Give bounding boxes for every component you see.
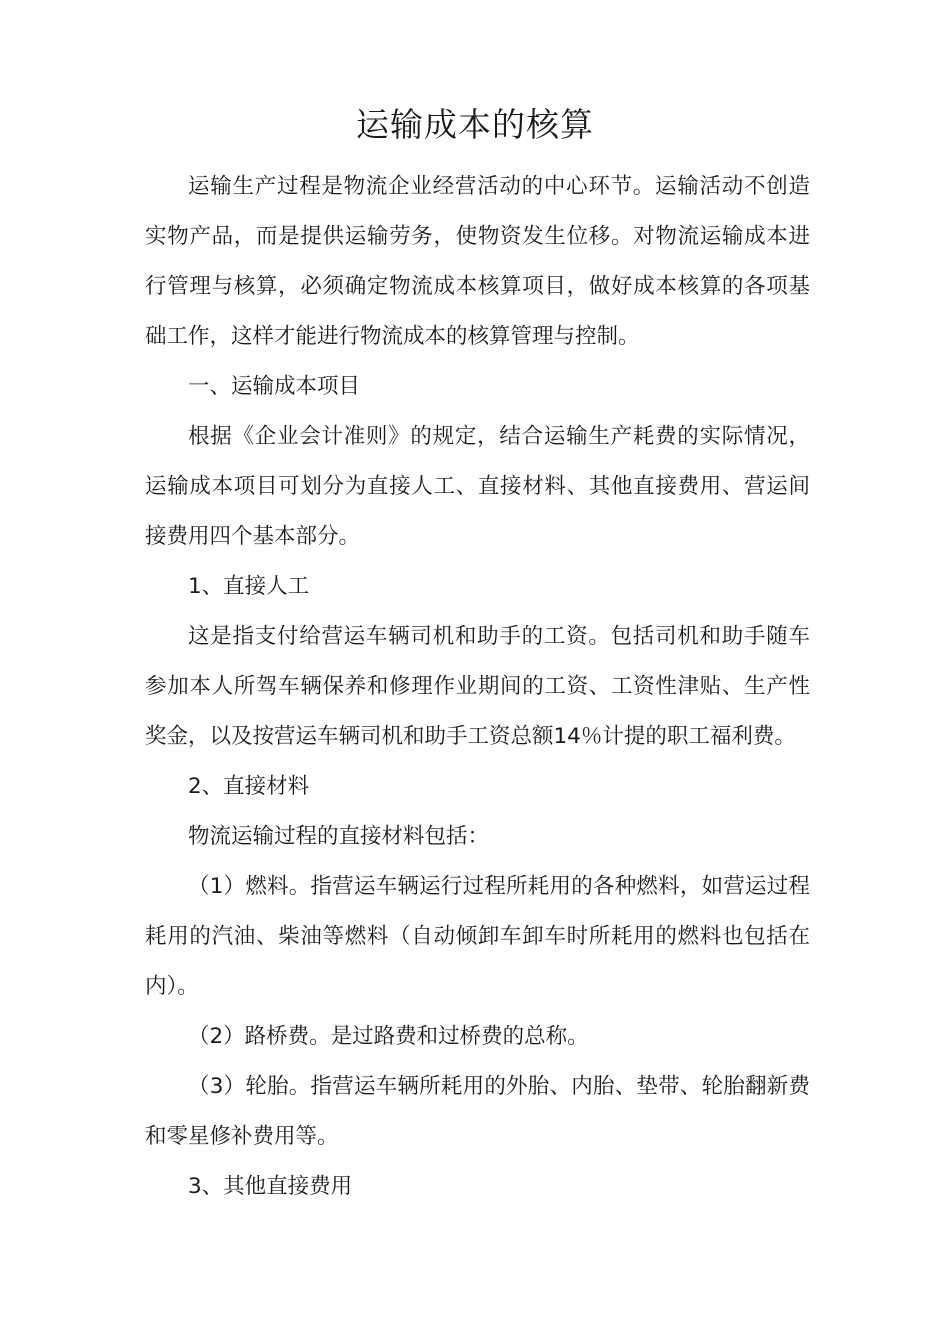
document-title: 运输成本的核算	[356, 105, 594, 144]
subheading-other-direct-costs: 3、其他直接费用	[188, 1174, 353, 1199]
subheading-direct-materials: 2、直接材料	[188, 774, 310, 799]
direct-materials-intro: 物流运输过程的直接材料包括：	[188, 824, 490, 849]
document-body	[145, 162, 810, 1212]
section-heading-cost-items: 一、运输成本项目	[188, 374, 361, 399]
direct-labor-paragraph: 这是指支付给营运车辆司机和助手的工资。包括司机和助手随车参加本人所驾车辆保养和修理作业期间的工资、工资性津贴、生产性奖金，以及按营运车辆司机和助手工资总额14％计提的职工福利费。	[145, 624, 810, 749]
item-toll-fee: （2）路桥费。是过路费和过桥费的总称。	[188, 1024, 589, 1049]
item-fuel: （1）燃料。指营运车辆运行过程所耗用的各种燃料，如营运过程耗用的汽油、柴油等燃料（自动倾卸车卸车时所耗用的燃料也包括在内）。	[145, 874, 810, 999]
cost-items-paragraph: 根据《企业会计准则》的规定，结合运输生产耗费的实际情况，运输成本项目可划分为直接人工、直接材料、其他直接费用、营运间接费用四个基本部分。	[145, 424, 810, 549]
item-tires: （3）轮胎。指营运车辆所耗用的外胎、内胎、垫带、轮胎翻新费和零星修补费用等。	[145, 1074, 810, 1149]
intro-paragraph: 运输生产过程是物流企业经营活动的中心环节。运输活动不创造实物产品，而是提供运输劳务，使物资发生位移。对物流运输成本进行管理与核算，必须确定物流成本核算项目，做好成本核算的各项基础工作，这样才能进行物流成本的核算管理与控制。	[145, 174, 810, 349]
subheading-direct-labor: 1、直接人工	[188, 574, 310, 599]
